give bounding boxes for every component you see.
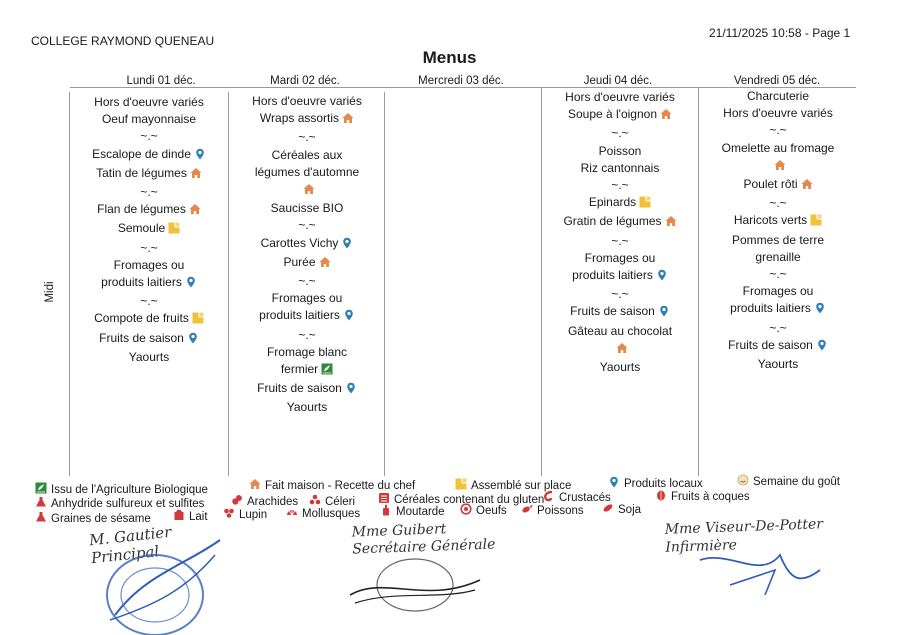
course-separator [541,177,699,194]
legend-item [173,509,208,523]
menu-item-text: Tatin de légumes [96,165,187,180]
menu-item-text: Wraps assortis [259,111,340,126]
menu-item [541,106,699,125]
menu-item [228,344,386,361]
homemade-icon [303,183,315,200]
peanut-icon [231,494,242,505]
menu-item-text: Fruits de saison [728,337,813,352]
local-product-icon [341,237,353,254]
legend-item [737,474,840,488]
assembled-icon [455,478,466,489]
homemade-icon [249,478,260,489]
meal-label-midi: Midi [44,281,56,303]
menu-item [541,267,699,286]
course-separator [541,286,699,303]
gluten-icon [378,492,389,503]
menu-item-text: Fruits de saison [99,330,184,345]
menu-item [699,212,857,231]
legend-item [543,490,611,504]
menu-item-text: Saucisse BIO [270,201,344,216]
menu-item-text: Riz cantonnais [580,160,660,175]
legend-label: Semaine du goût [753,476,840,488]
menu-item [70,146,228,165]
menu-item-text: ~.~ [611,126,629,141]
course-separator [699,266,857,283]
menu-item-text: Purée [283,254,316,269]
course-separator [699,320,857,337]
page-title: Menus [422,48,477,67]
legend-item [608,476,703,490]
local-product-icon [194,148,206,165]
legend-item [460,503,507,517]
homemade-icon [319,256,331,273]
menu-item [699,337,857,356]
menu-item-text: ~.~ [140,129,158,144]
menu-item-text: Escalope de dinde [92,146,191,161]
menu-item-text: Fromages ou [584,250,656,265]
legend-item [35,496,204,510]
menu-item-text: ~.~ [611,233,629,248]
menu-item [228,164,386,181]
menu-item [228,307,386,326]
menu-item-text: Fromages ou [742,284,814,299]
legend-item [521,503,584,517]
menu-item [70,349,228,366]
legend-label: Soja [618,504,642,516]
homemade-icon [774,159,786,176]
legend-item [35,511,151,525]
fish-icon [521,503,532,514]
menu-item [228,361,386,380]
menu-item [699,300,857,319]
homemade-icon [665,215,677,232]
signature-secretaire: Mme Guibert Secrétaire Générale [351,521,496,558]
legend-label: Fruits à coques [671,491,750,503]
menu-item [228,399,386,416]
assembled-icon [168,222,180,239]
menu-item [228,235,386,254]
legend-label: Poissons [537,505,584,517]
menu-item [228,93,386,110]
school-name: COLLEGE RAYMOND QUENEAU [31,34,215,48]
menu-item [699,249,857,266]
menu-item-icon-line [228,181,386,200]
principal-stamp [95,535,225,635]
local-product-icon [343,309,355,326]
menu-item-text: Epinards [588,195,637,210]
sesame-icon [35,511,46,522]
menu-item-text: produits laitiers [730,301,811,316]
menu-item-text: Poulet rôti [743,177,798,192]
signature-infirmiere: Mme Viseur-De-Potter Infirmière [664,516,824,556]
legend-item [655,489,750,503]
menu-item [70,274,228,293]
legend-item [602,502,641,516]
menu-item-icon-line [699,157,857,176]
menu-item-text: Pommes de terre [731,232,825,247]
local-product-icon [187,332,199,349]
menu-item-text: Flan de légumes [97,202,186,217]
local-product-icon [658,305,670,322]
menu-item-text: ~.~ [611,178,629,193]
menu-item-text: Yaourts [757,357,799,372]
menu-column-mardi [228,93,386,417]
day-header-vendredi: Vendredi 05 déc. [733,75,821,87]
menu-item-text: Céréales aux [271,147,343,162]
menu-item-text: ~.~ [298,130,316,145]
signature-principal: M. Gautier Principal [88,522,173,568]
legend-label: Oeufs [476,505,507,517]
menu-item-text: produits laitiers [259,308,340,323]
menu-item-text: ~.~ [140,294,158,309]
legend-label: Graines de sésame [51,513,151,525]
homemade-icon [801,178,813,195]
local-product-icon [656,269,668,286]
menu-item-text: ~.~ [140,185,158,200]
print-timestamp: 21/11/2025 10:58 - Page 1 [709,26,851,40]
menu-item [70,94,228,111]
legend-label: Produits locaux [624,478,703,490]
homemade-icon [189,203,201,220]
homemade-icon [190,167,202,184]
menu-item [699,140,857,157]
shrimp-icon [543,490,554,501]
menu-item [541,359,699,376]
menu-item [699,283,857,300]
day-header-lundi: Lundi 01 déc. [126,75,196,87]
course-separator [70,293,228,310]
menu-item-text: ~.~ [298,274,316,289]
assembled-icon [192,312,204,329]
menu-item-text: Charcuterie [746,89,810,103]
menu-item [70,111,228,128]
organic-icon [35,482,46,493]
legend-item [223,507,267,521]
menu-item-text: Hors d'oeuvre variés [565,90,675,104]
celery-icon [309,494,320,505]
menu-item [541,160,699,177]
legend-label: Issu de l'Agriculture Biologique [51,484,208,496]
sulfites-icon [35,496,46,507]
menu-item-text: Gratin de légumes [563,214,662,229]
menu-item-text: Oeuf mayonnaise [101,112,197,127]
menu-item-text: Haricots verts [733,213,808,228]
menu-item [699,88,857,105]
milk-icon [173,509,184,520]
local-product-icon [814,302,826,319]
menu-item [541,89,699,106]
menu-item-text: légumes d'automne [254,164,360,179]
course-separator [541,233,699,250]
menu-item-text: fermier [280,362,319,377]
course-separator [541,125,699,142]
homemade-icon [616,342,628,359]
menu-item-text: ~.~ [140,240,158,255]
assembled-icon [639,196,651,213]
menu-item [70,165,228,184]
menu-item [70,330,228,349]
menu-item [70,257,228,274]
legend-label: Lupin [239,509,268,521]
menu-item [228,380,386,399]
menu-item [541,303,699,322]
menu-item [70,220,228,239]
course-separator [70,128,228,145]
day-header-mardi: Mardi 02 déc. [270,75,340,87]
menu-item-text: ~.~ [769,196,787,211]
menu-item-icon-line [541,340,699,359]
menu-item [699,356,857,373]
menu-item [699,232,857,249]
menu-item-text: Fruits de saison [257,381,342,396]
local-product-icon [816,339,828,356]
assembled-icon [810,214,822,231]
menu-item-text: Gâteau au chocolat [567,323,673,338]
menu-column-lundi [70,94,228,366]
menu-item-text: Hors d'oeuvre variés [94,95,204,109]
menu-item-text: Hors d'oeuvre variés [252,94,362,108]
menu-item-text: Poisson [598,143,642,158]
menu-item-text: Carottes Vichy [260,235,339,250]
course-separator [228,273,386,290]
legend-item [286,506,360,520]
course-separator [699,122,857,139]
menu-item-text: Fruits de saison [570,304,655,319]
menu-item [70,201,228,220]
menu-item-text: Semoule [117,221,166,236]
legend-item [35,482,208,496]
legend-label: Anhydride sulfureux et sulfites [51,498,205,510]
homemade-icon [660,108,672,125]
menu-column-jeudi [541,89,699,376]
legend-label: Fait maison - Recette du chef [265,480,416,492]
menu-item-text: produits laitiers [572,268,653,283]
menu-item-text: ~.~ [769,320,787,335]
homemade-icon [342,112,354,129]
course-separator [228,327,386,344]
menu-item-text: Fromages ou [113,257,185,272]
course-separator [70,184,228,201]
organic-icon [321,363,333,380]
menu-item [541,143,699,160]
legend-label: Mollusques [302,508,361,520]
menu-item-text: Omelette au fromage [721,140,835,155]
menu-item [699,176,857,195]
smiley-icon [737,474,748,485]
menu-item-text: grenaille [755,249,801,264]
course-separator [228,217,386,234]
course-separator [70,240,228,257]
legend-label: Crustacés [559,492,611,504]
menu-item [228,200,386,217]
course-separator [699,195,857,212]
legend-label: Lait [189,511,208,523]
menu-item [228,290,386,307]
nut-icon [655,489,666,500]
menu-item [541,213,699,232]
menu-item-text: Hors d'oeuvre variés [723,106,833,121]
shellfish-icon [286,506,297,517]
legend-label: Assemblé sur place [471,480,572,492]
local-product-icon [345,382,357,399]
local-product-icon [608,476,619,487]
mustard-icon [380,504,391,515]
menu-item [228,254,386,273]
menu-item [541,250,699,267]
menu-item [541,194,699,213]
menu-item-text: ~.~ [769,267,787,282]
menu-item [70,310,228,329]
egg-icon [460,503,471,514]
menu-item-text: Soupe à l'oignon [567,107,658,122]
menu-item [228,147,386,164]
day-header-jeudi: Jeudi 04 déc. [583,75,653,87]
menu-item-text: ~.~ [769,123,787,138]
lupin-icon [223,507,234,518]
soy-icon [602,502,613,513]
menu-item [228,110,386,129]
local-product-icon [185,276,197,293]
menu-item-text: ~.~ [298,218,316,233]
course-separator [228,129,386,146]
menu-item [541,323,699,340]
secretaire-stamp [345,555,485,615]
menu-item-text: Compote de fruits [94,311,189,326]
legend-label: Céleri [325,496,356,508]
legend-label: Arachides [247,496,299,508]
legend-label: Moutarde [396,506,445,518]
menu-item-text: Yaourts [286,400,328,415]
legend-item [380,504,445,518]
menu-item-text: Fromage blanc [266,344,348,359]
menu-item-text: Fromages ou [271,291,343,306]
menu-item [699,105,857,122]
menu-item-text: Yaourts [128,349,170,364]
menu-column-vendredi [699,88,857,373]
day-header-mercredi: Mercredi 03 déc. [418,75,504,87]
menu-item-text: ~.~ [611,287,629,302]
menu-item-text: Yaourts [599,360,641,375]
legend-item [249,478,415,492]
menu-item-text: ~.~ [298,327,316,342]
infirmiere-scribble [690,540,830,595]
menu-item-text: produits laitiers [101,275,182,290]
legend-label: Céréales contenant du gluten [394,494,545,506]
